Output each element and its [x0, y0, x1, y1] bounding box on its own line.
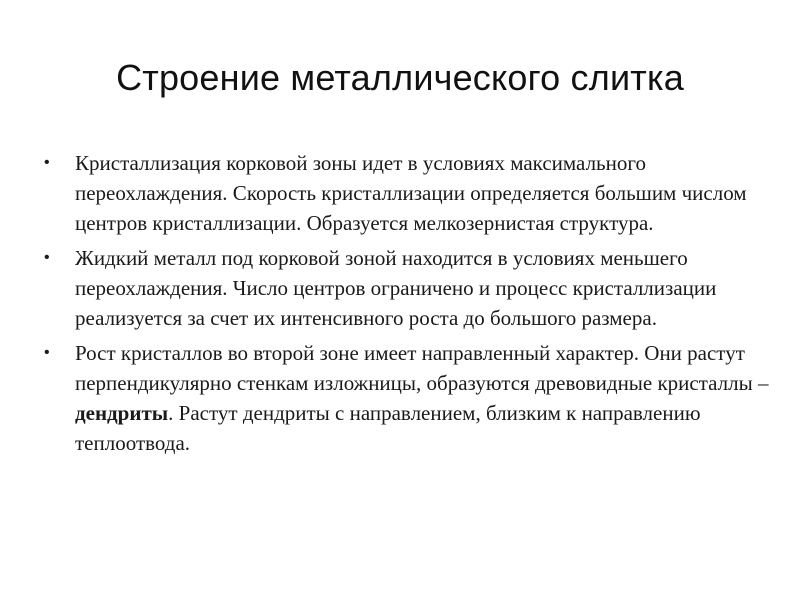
- bullet-item: [40, 148, 770, 238]
- bullet-text: [75, 341, 769, 455]
- bullet-text: Жидкий металл под корковой зоной находится в условиях меньшего переохлаждения. Число центров ограничено и процесс кристаллизации реализуется за счет их интенсивного роста до большого размера.: [75, 246, 717, 330]
- bullet-item: [40, 243, 770, 333]
- bullet-text-before: Рост кристаллов во второй зоне имеет направленный характер. Они растут перпендикулярно стенкам изложницы, образуются древовидные кристаллы –: [75, 341, 769, 395]
- bullet-item: [40, 338, 770, 458]
- bullet-dot-icon: •: [44, 344, 50, 361]
- bullet-text: Кристаллизация корковой зоны идет в условиях максимального переохлаждения. Скорость кристаллизации определяется большим числом центров кристаллизации. Образуется мелкозернистая структура.: [75, 151, 747, 235]
- slide-title: Строение металлического слитка: [116, 57, 684, 98]
- dendrites-term: дендриты: [75, 401, 169, 425]
- bullet-dot-icon: •: [44, 249, 50, 266]
- bullet-dot-icon: •: [44, 154, 50, 171]
- bullet-text-after: . Растут дендриты с направлением, близким к направлению теплоотвода.: [75, 401, 701, 455]
- bullet-list: [40, 148, 770, 463]
